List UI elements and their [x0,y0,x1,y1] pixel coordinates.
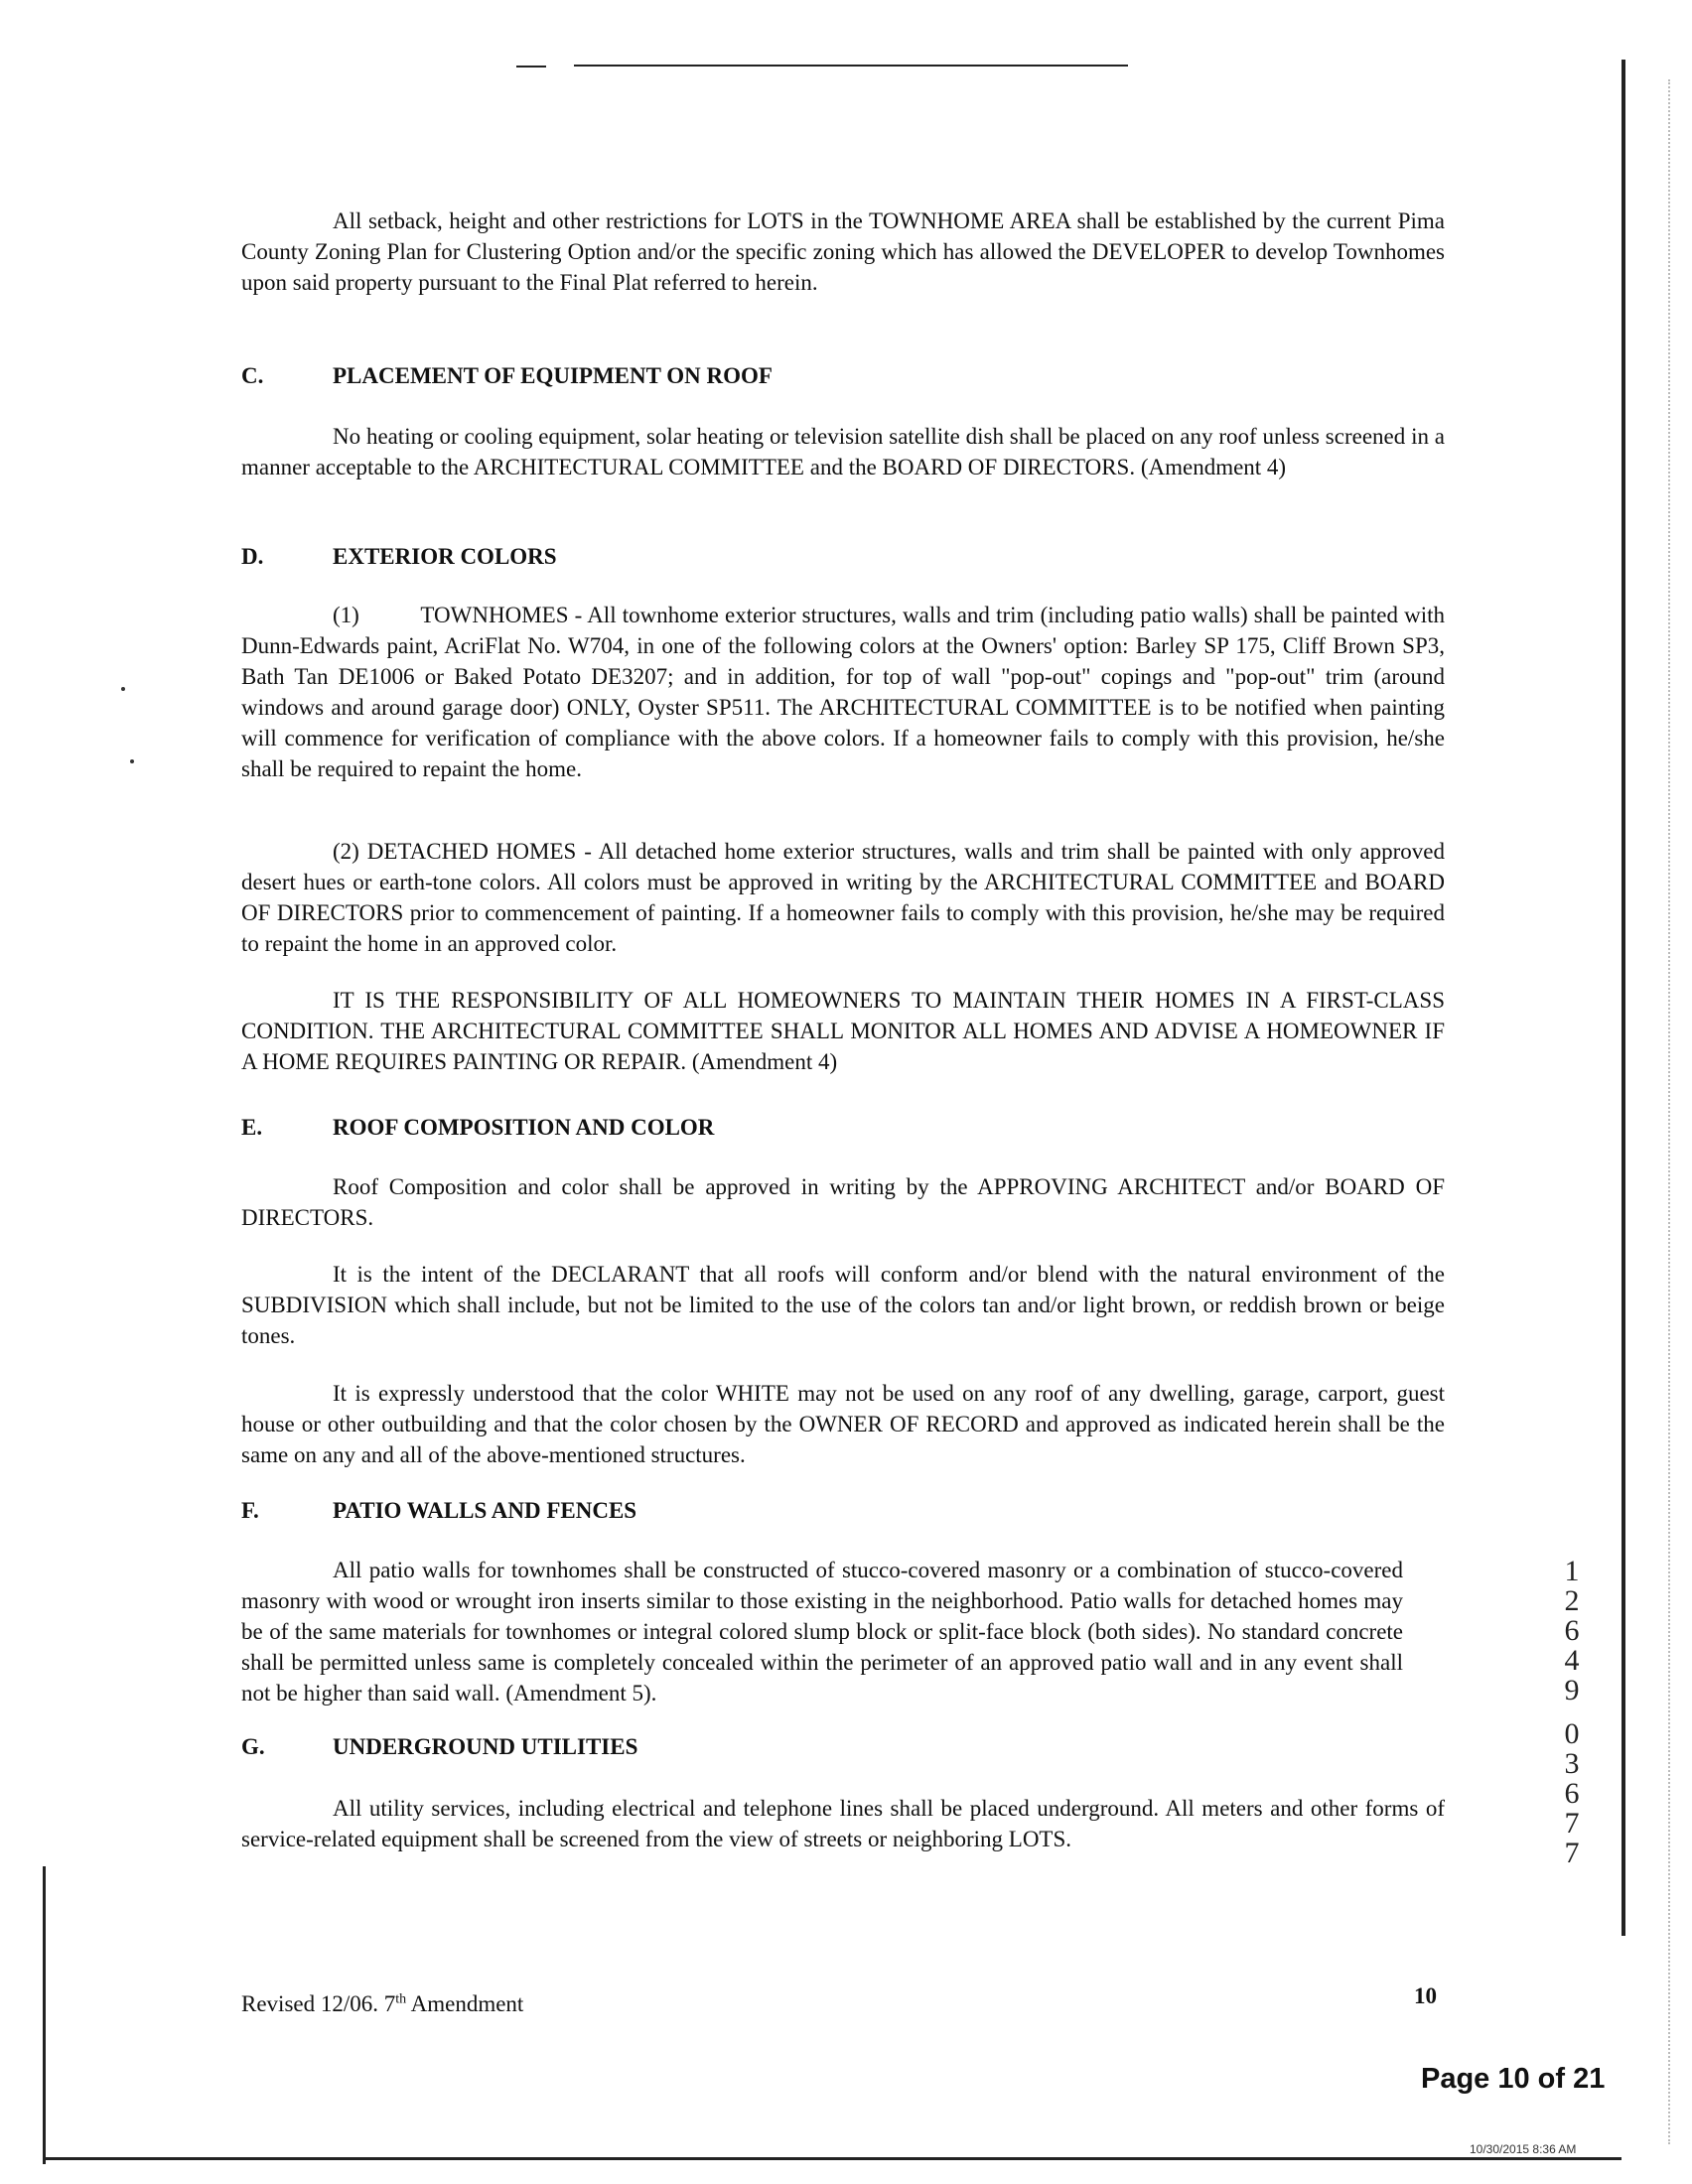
section-letter: C. [241,363,264,388]
section-c-body: No heating or cooling equipment, solar heating or television satellite dish shall be placed on any roof unless screened in a manner acceptable to the ARCHITECTURAL COMMITTEE and the BOARD OF DIRECTORS. (Amendment 4) [241,424,1445,479]
section-f-body: All patio walls for townhomes shall be constructed of stucco-covered masonry or a combination of stucco-covered masonry with wood or wrought iron inserts similar to those existing in the neighborhood. Patio walls for detached homes may be of the same materials for townhomes or integral colored slump block or split-face block (both sides). No standard concrete shall be permitted unless same is completely concealed within the perimeter of an approved patio wall and in any event shall not be higher than said wall. (Amendment 5). [241,1558,1403,1706]
section-c-heading [241,360,773,391]
revision-note: Revised 12/06. 7th Amendment [241,1991,524,2016]
section-d-heading [241,541,557,572]
section-e-heading [241,1112,714,1143]
scan-border [43,1866,46,2164]
page-count: Page 10 of 21 [1421,2063,1606,2095]
print-timestamp: 10/30/2015 8:36 AM [1470,2142,1577,2156]
section-d-paragraph-1: (1) TOWNHOMES - All townhome exterior structures, walls and trim (including patio walls) shall be painted with Dunn-Edwards paint, AcriFlat No. W704, in one of the following colors at the Owners' option: Barley SP 175, Cliff Brown SP3, Bath Tan DE1006 or Baked Potato DE3207; and in addition, for top of wall "pop-out" copings and "pop-out" trim (around windows and around garage door) ONLY, Oyster SP511. The ARCHITECTURAL COMMITTEE is to be notified when painting will commence for verification of compliance with the above colors. If a homeowner fails to comply with this provision, he/she shall be required to repaint the home. [241,603,1445,781]
scan-line [516,66,546,68]
section-title: EXTERIOR COLORS [333,544,557,569]
section-e-paragraph-3: It is expressly understood that the color WHITE may not be used on any roof of any dwelling, garage, carport, guest house or other outbuilding and that the color chosen by the OWNER OF RECORD and approved as indicated herein shall be the same on any and all of the above-mentioned structures. [241,1381,1445,1467]
intro-paragraph: All setback, height and other restrictions for LOTS in the TOWNHOME AREA shall be established by the current Pima County Zoning Plan for Clustering Option and/or the specific zoning which has allowed the DEVELOPER to develop Townhomes upon said property pursuant to the Final Plat referred to herein. [241,208,1445,295]
scan-border [1622,60,1625,1936]
scan-border [43,2157,1622,2160]
section-title: PLACEMENT OF EQUIPMENT ON ROOF [333,363,773,388]
section-letter: G. [241,1734,265,1759]
recording-number: 1 2 6 4 9 0 3 6 7 7 [1564,1555,1580,1869]
section-e-paragraph-1: Roof Composition and color shall be approved in writing by the APPROVING ARCHITECT and/or BOARD OF DIRECTORS. [241,1174,1445,1230]
section-g-body: All utility services, including electrical and telephone lines shall be placed underground. All meters and other forms of service-related equipment shall be screened from the view of streets or neighboring LOTS. [241,1796,1445,1851]
section-letter: F. [241,1498,259,1523]
section-letter: E. [241,1115,263,1140]
section-g-heading [241,1731,637,1762]
section-title: ROOF COMPOSITION AND COLOR [333,1115,715,1140]
section-d-paragraph-3: IT IS THE RESPONSIBILITY OF ALL HOMEOWNERS TO MAINTAIN THEIR HOMES IN A FIRST-CLASS CONDITION. THE ARCHITECTURAL COMMITTEE SHALL MONITOR ALL HOMES AND ADVISE A HOMEOWNER IF A HOME REQUIRES PAINTING OR REPAIR. (Amendment 4) [241,988,1445,1074]
scan-speck [130,759,134,763]
scan-line [574,65,1128,67]
section-e-paragraph-2: It is the intent of the DECLARANT that all roofs will conform and/or blend with the natural environment of the SUBDIVISION which shall include, but not be limited to the use of the colors tan and/or light brown, or reddish brown or beige tones. [241,1262,1445,1348]
section-f-heading [241,1495,636,1526]
section-title: PATIO WALLS AND FENCES [333,1498,637,1523]
scan-edge [1668,79,1672,2144]
section-letter: D. [241,544,264,569]
page-number: 10 [1414,1983,1437,2008]
section-title: UNDERGROUND UTILITIES [333,1734,638,1759]
section-d-paragraph-2: (2) DETACHED HOMES - All detached home exterior structures, walls and trim shall be painted with only approved desert hues or earth-tone colors. All colors must be approved in writing by the ARCHITECTURAL COMMITTEE and BOARD OF DIRECTORS prior to commencement of painting. If a homeowner fails to comply with this provision, he/she may be required to repaint the home in an approved color. [241,839,1445,956]
scan-speck [121,687,125,691]
